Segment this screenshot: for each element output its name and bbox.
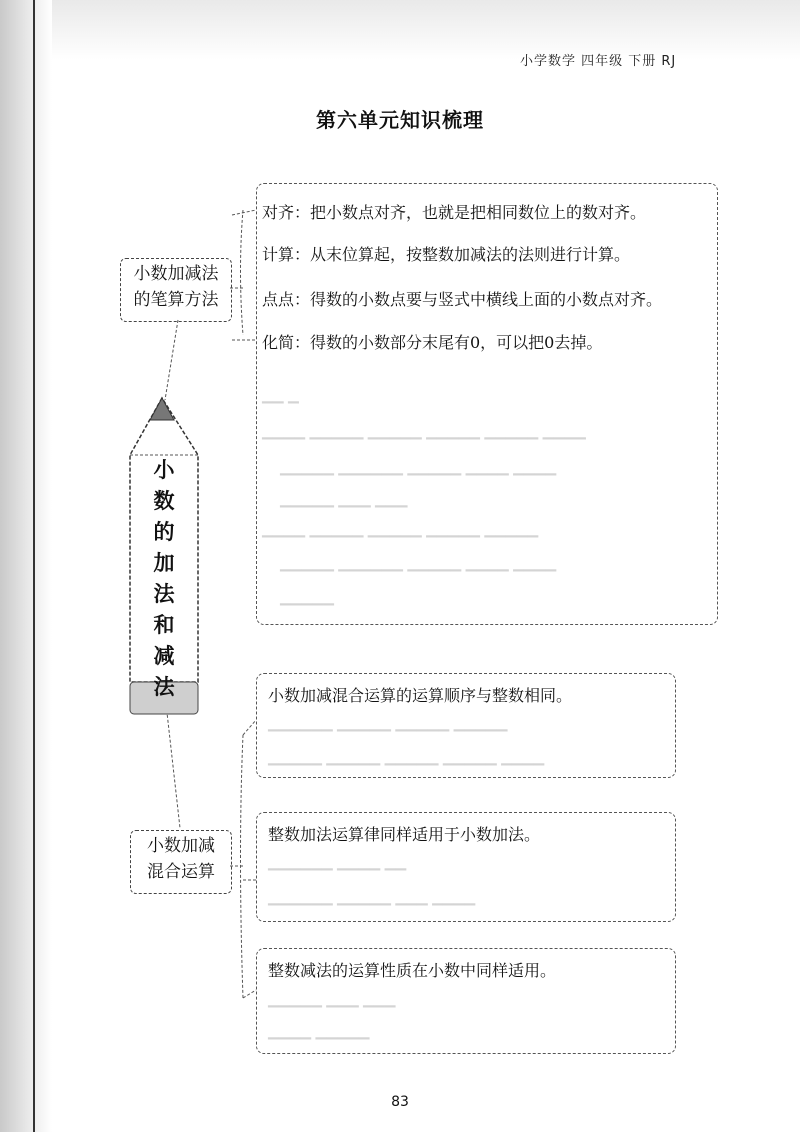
faint-handwriting: ▁▁▁▁▁ ▁▁▁ ▁▁▁ (268, 992, 396, 1008)
central-topic-char: 减 (153, 644, 175, 668)
faint-handwriting: ▁▁ ▁ (262, 388, 299, 404)
central-topic-char: 和 (153, 613, 175, 637)
faint-handwriting: ▁▁▁▁▁▁ ▁▁▁▁▁ ▁▁▁ ▁▁▁▁ (268, 890, 476, 906)
operation-order-rule: 小数加减混合运算的运算顺序与整数相同。 (268, 686, 573, 705)
faint-handwriting: ▁▁▁▁▁▁ ▁▁▁▁ ▁▁ (268, 855, 407, 871)
faint-handwriting: ▁▁▁▁ ▁▁▁▁▁ (268, 1024, 370, 1040)
central-topic-char: 小 (153, 458, 175, 482)
page-title: 第六单元知识梳理 (316, 108, 484, 132)
central-topic-char: 加 (153, 551, 175, 575)
rule-simplify: 化简：得数的小数部分末尾有0，可以把0去掉。 (262, 333, 603, 352)
central-topic (152, 455, 176, 703)
central-topic-char: 法 (153, 582, 175, 606)
mixed-operation-label: 小数加减 混合运算 (130, 830, 232, 894)
rule-align: 对齐：把小数点对齐，也就是把相同数位上的数对齐。 (262, 203, 647, 222)
book-header: 小学数学 四年级 下册 RJ (520, 54, 677, 69)
faint-handwriting: ▁▁▁▁▁▁ ▁▁▁▁▁ ▁▁▁▁▁ ▁▁▁▁▁ (268, 716, 508, 732)
faint-handwriting: ▁▁▁▁ ▁▁▁▁▁ ▁▁▁▁▁ ▁▁▁▁▁ ▁▁▁▁▁ ▁▁▁▁ (262, 424, 586, 440)
faint-handwriting: ▁▁▁▁▁ (280, 590, 334, 606)
subtraction-property-rule: 整数减法的运算性质在小数中同样适用。 (268, 961, 557, 980)
central-topic-char: 法 (153, 675, 175, 699)
faint-handwriting: ▁▁▁▁▁ ▁▁▁▁▁ ▁▁▁▁▁ ▁▁▁▁▁ ▁▁▁▁ (268, 750, 545, 766)
faint-handwriting: ▁▁▁▁▁ ▁▁▁▁▁▁ ▁▁▁▁▁ ▁▁▁▁ ▁▁▁▁ (280, 460, 557, 476)
rule-decimal-point: 点点：得数的小数点要与竖式中横线上面的小数点对齐。 (262, 290, 663, 309)
faint-handwriting: ▁▁▁▁▁ ▁▁▁▁▁▁ ▁▁▁▁▁ ▁▁▁▁ ▁▁▁▁ (280, 556, 557, 572)
rule-compute: 计算：从末位算起，按整数加减法的法则进行计算。 (262, 245, 631, 264)
faint-handwriting: ▁▁▁▁ ▁▁▁▁▁ ▁▁▁▁▁ ▁▁▁▁▁ ▁▁▁▁▁ (262, 522, 539, 538)
page-number: 83 (391, 1094, 409, 1110)
written-method-label: 小数加减法 的笔算方法 (120, 258, 232, 322)
central-topic-char: 的 (153, 520, 175, 544)
central-topic-char: 数 (153, 489, 175, 513)
faint-handwriting: ▁▁▁▁▁ ▁▁▁ ▁▁▁ (280, 492, 408, 508)
addition-law-rule: 整数加法运算律同样适用于小数加法。 (268, 825, 541, 844)
